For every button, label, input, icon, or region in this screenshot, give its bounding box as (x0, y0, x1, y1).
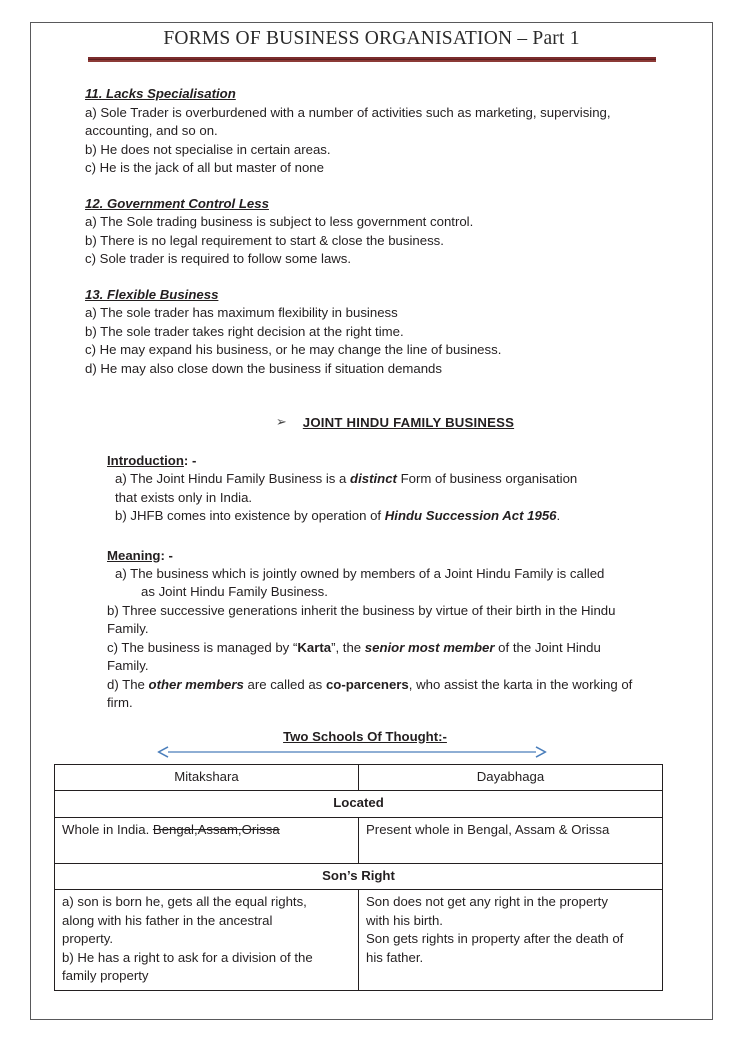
introduction-label-suffix: : - (183, 453, 197, 468)
meaning-item-b-cont: Family. (107, 621, 149, 636)
section-13-point-d: d) He may also close down the business if situation demands (85, 360, 442, 376)
sons-right-line-4: his father. (366, 949, 424, 965)
document-page (30, 22, 713, 1020)
two-schools-arrow-row (30, 744, 713, 764)
meaning-label (107, 546, 675, 565)
meaning-item-c-cont: Family. (107, 658, 149, 673)
section-12-point-c: c) Sole trader is required to follow some laws. (85, 251, 352, 266)
section-11-point-b: b) He does not specialise in certain areas. (85, 141, 331, 157)
sons-right-line-3: Son gets rights in property after the death of (366, 931, 624, 946)
section-heading-13: 13. Flexible Business (85, 286, 219, 302)
table-cell-located-mitakshara (55, 817, 359, 863)
meaning-item-b: b) Three successive generations inherit the business by virtue of their birth in the Hindu (107, 602, 616, 618)
sons-left-line-4: b) He has a right to ask for a division of the (62, 949, 313, 965)
table-header-row (55, 764, 663, 791)
located-left-struck: Bengal,Assam,Orissa (152, 821, 280, 837)
jhfb-title-text: JOINT HINDU FAMILY BUSINESS (302, 415, 515, 430)
meaning-label-text: Meaning (107, 547, 161, 563)
introduction-label (107, 451, 675, 470)
sons-left-line-5: family property (62, 968, 149, 983)
introduction-block (85, 451, 675, 526)
sons-right-line-2: with his birth. (366, 912, 443, 928)
sons-left-line-3: property. (62, 931, 114, 946)
meaning-c-prefix: c) The business is managed by “ (107, 639, 298, 655)
section-13-point-c: c) He may expand his business, or he may change the line of business. (85, 342, 502, 357)
located-right-line-1: Present whole in Bengal, Assam & Orissa (366, 821, 610, 837)
table-header-dayabhaga: Dayabhaga (359, 764, 663, 791)
introduction-item-b (107, 507, 675, 526)
section-11-point-c: c) He is the jack of all but master of none (85, 160, 324, 175)
two-schools-table (54, 764, 663, 991)
intro-b-emphasis: Hindu Succession Act 1956 (384, 508, 557, 523)
section-12-point-a: a) The Sole trading business is subject to less government control. (85, 214, 474, 229)
section-11-point-a: a) Sole Trader is overburdened with a number of activities such as marketing, supervising, accounting, and so on. (85, 104, 611, 138)
introduction-item-a (107, 470, 675, 489)
meaning-item-d (107, 676, 675, 695)
section-12-point-b: b) There is no legal requirement to start & close the business. (85, 232, 444, 248)
meaning-d-mid: are called as (243, 676, 326, 692)
meaning-item-d-cont: firm. (107, 695, 133, 710)
meaning-c-emphasis: senior most member (364, 639, 495, 655)
intro-a-prefix: a) The Joint Hindu Family Business is a (115, 471, 351, 486)
table-row-sons-right-data (55, 890, 663, 991)
sons-right-line-1: Son does not get any right in the property (366, 894, 608, 909)
arrowhead-bullet-icon: ➢ (275, 415, 287, 430)
table-cell-sons-right-mitakshara (55, 890, 359, 991)
meaning-item-a-cont: as Joint Hindu Family Business. (141, 584, 328, 599)
meaning-c-karta: Karta (297, 639, 332, 655)
section-13-point-b: b) The sole trader takes right decision at the right time. (85, 323, 404, 339)
intro-a-emphasis: distinct (350, 471, 397, 486)
meaning-d-suffix: , who assist the karta in the working of (408, 676, 633, 692)
meaning-item-c (107, 639, 675, 658)
intro-a-suffix: Form of business organisation (396, 471, 578, 486)
intro-b-prefix: b) JHFB comes into existence by operation of (115, 508, 385, 523)
table-header-mitakshara: Mitakshara (55, 764, 359, 791)
meaning-c-mid: ”, the (331, 639, 365, 655)
body-content (30, 85, 713, 744)
meaning-c-suffix: of the Joint Hindu (494, 639, 601, 655)
meaning-item-a: a) The business which is jointly owned by members of a Joint Hindu Family is called (115, 565, 605, 581)
table-cell-sons-right-dayabhaga (359, 890, 663, 991)
double-headed-arrow-icon (30, 744, 713, 764)
two-schools-table-wrap (30, 764, 713, 991)
section-13-point-a: a) The sole trader has maximum flexibility in business (85, 305, 398, 320)
table-row-located-data (55, 817, 663, 863)
intro-b-suffix: . (556, 508, 561, 523)
meaning-block (85, 546, 675, 713)
table-section-sons-right: Son’s Right (55, 863, 663, 890)
two-schools-heading: Two Schools Of Thought:- (283, 728, 447, 744)
table-row-sons-right-label (55, 863, 663, 890)
jhfb-heading (85, 414, 675, 432)
table-cell-located-dayabhaga (359, 817, 663, 863)
meaning-d-emphasis: other members (148, 676, 244, 692)
located-left-plain: Whole in India. (62, 821, 150, 837)
meaning-d-prefix: d) The (107, 676, 149, 692)
section-heading-11: 11. Lacks Specialisation (85, 86, 236, 101)
meaning-label-suffix: : - (160, 547, 173, 563)
page-title: FORMS OF BUSINESS ORGANISATION – Part 1 (163, 28, 580, 49)
section-heading-12: 12. Government Control Less (85, 195, 269, 211)
table-section-located: Located (55, 791, 663, 818)
introduction-label-text: Introduction (107, 453, 184, 468)
introduction-item-a-cont: that exists only in India. (115, 489, 253, 505)
sons-left-line-2: along with his father in the ancestral (62, 912, 273, 928)
table-row-located-label (55, 791, 663, 818)
meaning-d-coparceners: co-parceners (325, 676, 409, 692)
sons-left-line-1: a) son is born he, gets all the equal rights, (62, 894, 307, 909)
